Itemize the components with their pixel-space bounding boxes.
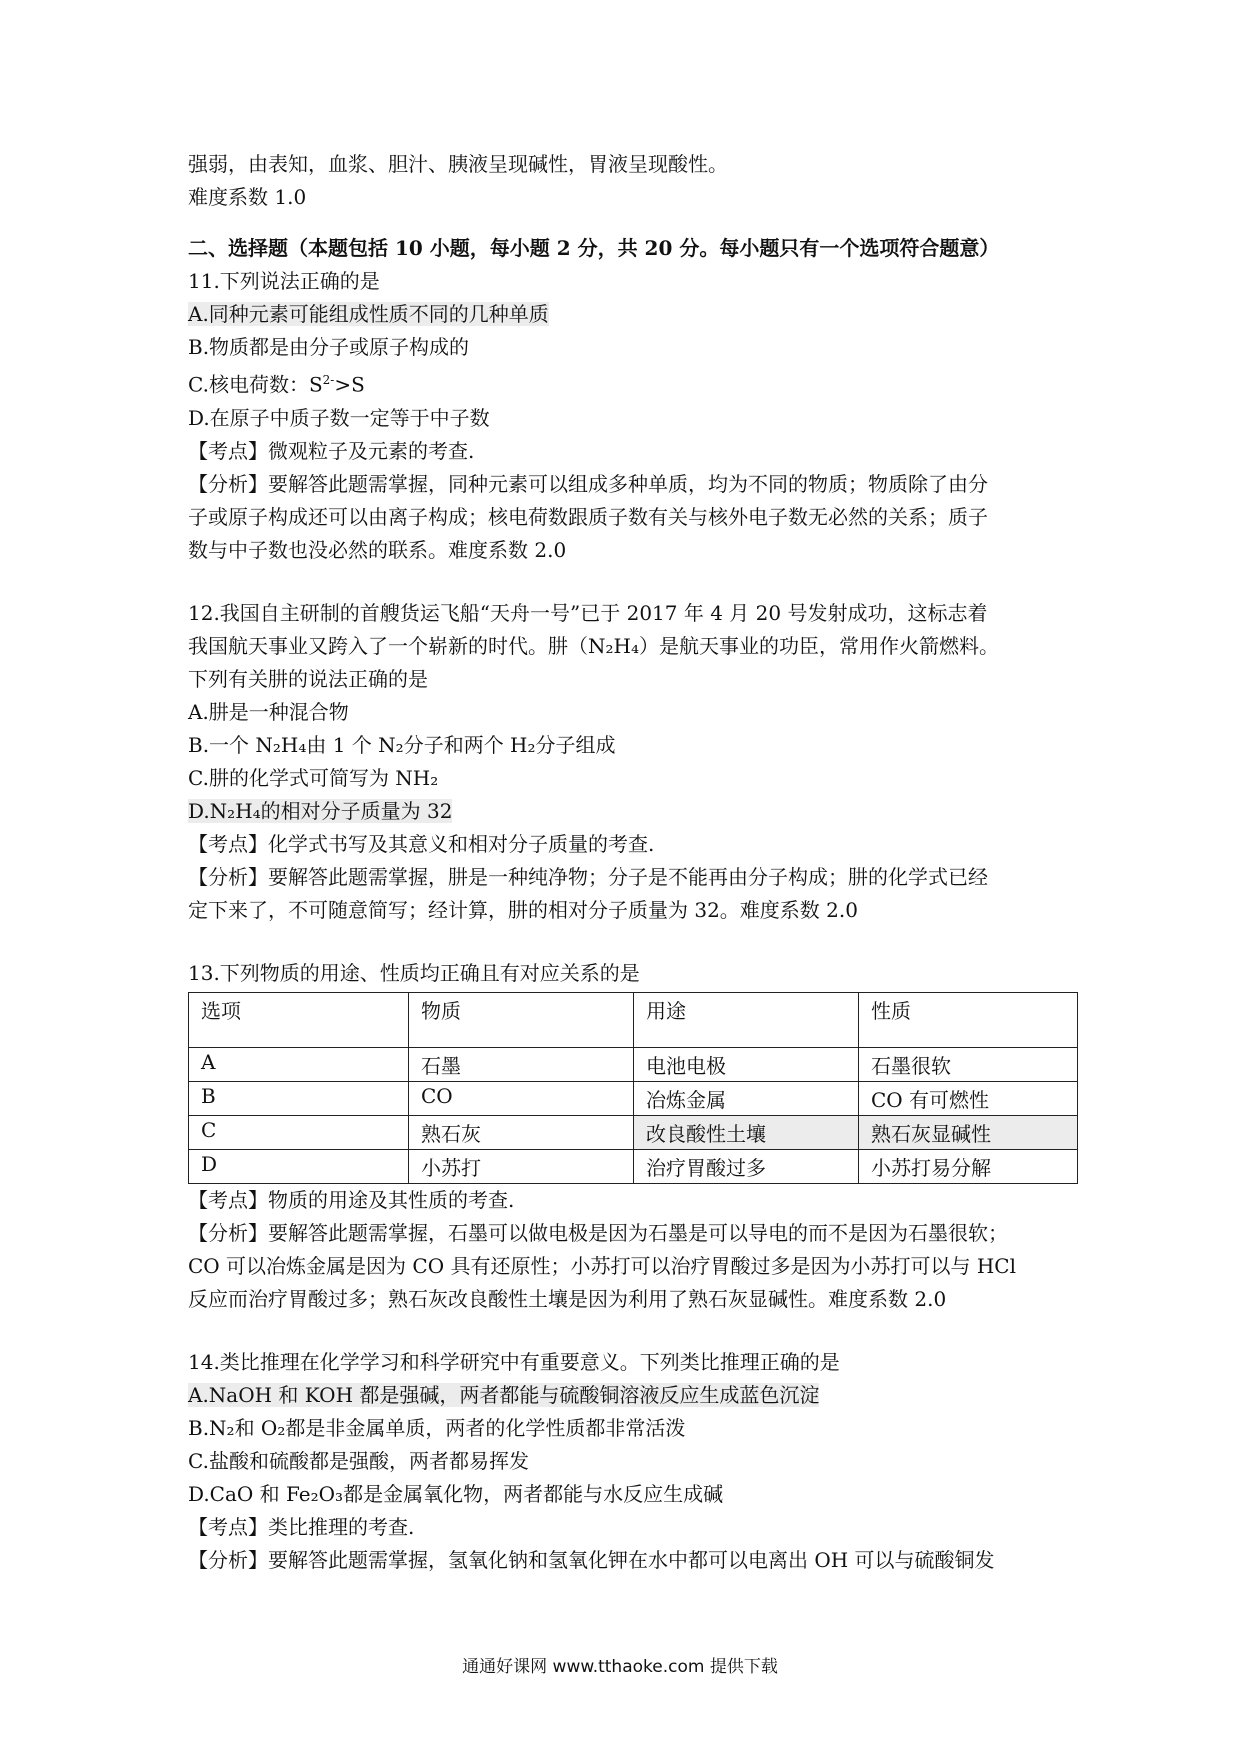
q11-option-a: A.同种元素可能组成性质不同的几种单质 [188,302,549,326]
table-cell: 熟石灰 [409,1115,634,1149]
q14-kaodian: 【考点】类比推理的考查. [188,1514,415,1539]
q12-option-a: A.肼是一种混合物 [188,699,349,724]
table-cell: 熟石灰显碱性 [859,1115,1078,1149]
q14-fenxi-1: 【分析】要解答此题需掌握，氢氧化钠和氢氧化钾在水中都可以电离出 OH 可以与硫酸铜发 [188,1547,995,1572]
q11-fenxi-3: 数与中子数也没必然的联系。难度系数 2.0 [188,537,567,562]
q13-fenxi-2: CO 可以冶炼金属是因为 CO 具有还原性；小苏打可以治疗胃酸过多是因为小苏打可以与 HCl [188,1253,1016,1278]
q12-kaodian: 【考点】化学式书写及其意义和相对分子质量的考查. [188,831,655,856]
table-cell: 小苏打 [409,1149,634,1183]
page-footer: 通通好课网 www.tthaoke.com 提供下载 [462,1657,778,1677]
table-header-cell: 选项 [189,992,409,1047]
q12-stem-2: 我国航天事业又跨入了一个崭新的时代。肼（N₂H₄）是航天事业的功臣，常用作火箭燃料。 [188,633,999,658]
table-row [189,1115,1078,1149]
q12-fenxi-1: 【分析】要解答此题需掌握，肼是一种纯净物；分子是不能再由分子构成；肼的化学式已经 [188,864,988,889]
q12-stem-3: 下列有关肼的说法正确的是 [188,666,428,691]
q14-option-a: A.NaOH 和 KOH 都是强碱，两者都能与硫酸铜溶液反应生成蓝色沉淀 [188,1382,820,1407]
table-cell: B [189,1081,409,1115]
q11-stem: 11.下列说法正确的是 [188,269,380,293]
table-header-cell: 用途 [634,992,859,1047]
q11-option-d: D.在原子中质子数一定等于中子数 [188,405,490,430]
q11-option-b: B.物质都是由分子或原子构成的 [188,335,470,359]
table-cell: 治疗胃酸过多 [634,1149,859,1183]
section-heading: 二、选择题（本题包括 10 小题，每小题 2 分，共 20 分。每小题只有一个选项符合题意） [188,236,1000,260]
table-header-cell: 性质 [859,992,1078,1047]
table-header-row [189,992,1078,1047]
table-cell: 冶炼金属 [634,1081,859,1115]
q12-option-b: B.一个 N₂H₄由 1 个 N₂分子和两个 H₂分子组成 [188,732,616,757]
q14-option-d: D.CaO 和 Fe₂O₃都是金属氧化物，两者都能与水反应生成碱 [188,1481,724,1506]
table-cell: 电池电极 [634,1047,859,1081]
document-page [188,148,1068,1577]
table-row [189,1149,1078,1183]
q14-option-b: B.N₂和 O₂都是非金属单质，两者的化学性质都非常活泼 [188,1415,686,1440]
table-cell: C [189,1115,409,1149]
table-cell: CO 有可燃性 [859,1081,1078,1115]
intro-line-1: 强弱，由表知，血浆、胆汁、胰液呈现碱性，胃液呈现酸性。 [188,152,728,176]
q13-stem: 13.下列物质的用途、性质均正确且有对应关系的是 [188,960,640,985]
table-cell: D [189,1149,409,1183]
q12-stem-1: 12.我国自主研制的首艘货运飞船“天舟一号”已于 2017 年 4 月 20 号发射成功，这标志着 [188,600,988,625]
table-cell: A [189,1047,409,1081]
q11-fenxi-2: 子或原子构成还可以由离子构成；核电荷数跟质子数有关与核外电子数无必然的关系；质子 [188,504,988,529]
q14-stem: 14.类比推理在化学学习和科学研究中有重要意义。下列类比推理正确的是 [188,1349,840,1374]
table-cell: 小苏打易分解 [859,1149,1078,1183]
q14-option-c: C.盐酸和硫酸都是强酸，两者都易挥发 [188,1448,529,1473]
table-cell: 石墨很软 [859,1047,1078,1081]
q12-fenxi-2: 定下来了，不可随意简写；经计算，肼的相对分子质量为 32。难度系数 2.0 [188,897,858,922]
table-row [189,1081,1078,1115]
table-cell: 改良酸性土壤 [634,1115,859,1149]
intro-line-2: 难度系数 1.0 [188,185,307,209]
table-cell: 石墨 [409,1047,634,1081]
q13-fenxi-3: 反应而治疗胃酸过多；熟石灰改良酸性土壤是因为利用了熟石灰显碱性。难度系数 2.0 [188,1286,947,1311]
q12-option-d: D.N₂H₄的相对分子质量为 32 [188,798,453,823]
q11-kaodian: 【考点】微观粒子及元素的考查. [188,438,475,463]
q13-kaodian: 【考点】物质的用途及其性质的考查. [188,1187,515,1212]
q12-option-c: C.肼的化学式可简写为 NH₂ [188,765,439,790]
q13-fenxi-1: 【分析】要解答此题需掌握，石墨可以做电极是因为石墨是可以导电的而不是因为石墨很软； [188,1220,1008,1245]
q11-option-c: C.核电荷数：$S^{2-}>S$ [188,372,365,397]
q11-fenxi-1: 【分析】要解答此题需掌握，同种元素可以组成多种单质，均为不同的物质；物质除了由分 [188,471,988,496]
table-row [189,1047,1078,1081]
table-cell: CO [409,1081,634,1115]
q13-options-table [188,992,1078,1184]
table-header-cell: 物质 [409,992,634,1047]
